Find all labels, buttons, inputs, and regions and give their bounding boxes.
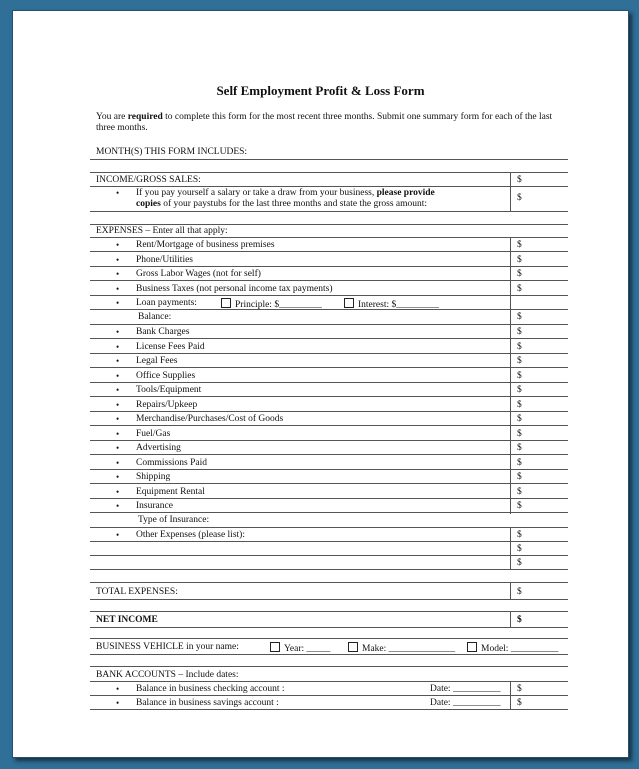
other-dollar-3[interactable]: $ xyxy=(517,558,522,568)
bullet: • xyxy=(116,356,120,366)
expense-label: Commissions Paid xyxy=(136,457,207,468)
salary-dollar[interactable]: $ xyxy=(517,193,522,203)
other-dollar-2[interactable]: $ xyxy=(517,544,522,554)
expense-label: Phone/Utilities xyxy=(136,254,193,265)
bullet: • xyxy=(116,269,120,279)
expense-dollar[interactable]: $ xyxy=(517,269,522,279)
checking-date[interactable]: Date: __________ xyxy=(430,684,501,694)
expense-dollar[interactable]: $ xyxy=(517,472,522,482)
bullet: • xyxy=(116,341,120,352)
expense-dollar[interactable]: $ xyxy=(517,399,522,410)
expense-dollar[interactable]: $ xyxy=(517,443,522,453)
bullet: • xyxy=(116,486,120,497)
net-dollar[interactable]: $ xyxy=(517,615,522,625)
expense-label: Business Taxes (not personal income tax payments) xyxy=(136,283,333,294)
expense-dollar[interactable]: $ xyxy=(517,428,522,439)
expense-label: Legal Fees xyxy=(136,356,178,366)
expense-dollar[interactable]: $ xyxy=(517,254,522,265)
bullet: • xyxy=(116,298,120,308)
bullet: • xyxy=(116,530,120,540)
expense-dollar[interactable]: $ xyxy=(517,240,522,250)
expense-label: Office Supplies xyxy=(136,370,196,381)
bullet: • xyxy=(116,254,120,265)
year-checkbox[interactable] xyxy=(270,642,280,652)
expense-label: License Fees Paid xyxy=(136,341,205,352)
intro-text: You are required to complete this form for the most recent three months. Submit one summary form for each of the last three months. xyxy=(96,112,553,133)
expense-label: Bank Charges xyxy=(136,327,190,337)
bullet: • xyxy=(116,684,120,694)
other-dollar-1[interactable]: $ xyxy=(517,530,522,540)
expense-dollar[interactable]: $ xyxy=(517,385,522,395)
interest-checkbox[interactable] xyxy=(344,298,354,308)
expense-dollar[interactable]: $ xyxy=(517,356,522,366)
bullet: • xyxy=(116,370,120,381)
expense-dollar[interactable]: $ xyxy=(517,370,522,381)
document-page: Self Employment Profit & Loss Form You are required to complete this form for the most recent three months. Submit one summary form for each of the last three months. MONTH(S) THIS FORM INCLUDES: INCOME/GROSS SALES: $ • If you pay yourself a salary or take a draw from your business, please provide copies of your paystubs for the last three months and state the gross amount: $ EXPENSES – Enter all that apply: • Rent/Mortgage of business premises $ • Phone/Utilities $ • Gross Labor Wages (not for self) $ • Business Taxes (not personal income tax payments) $ • Loan payments: Principle: $_________ Interest: $_________ Balance: $ • Bank Charges $ • License Fees Paid $ • Legal Fees $ • Office Supplies $ • Tools/Equipment $ • Repairs/Upkeep $ • Merchandise/Purchases/Cost of Goods $ • Fuel/Gas $ • Advertising $ • Commissions Paid $ • Shipping $ • Equipment Rental $ • Insurance $ Type of Insurance: • Other Expenses (please list): $ $ $ TOTAL EXPENSES: $ NET INCOME $ BUSINESS VEHICLE in your name: Year: _____ Make: ______________ Model: __________ BANK ACCOUNTS – Include dates: • Balance in business checking account : Date: __________ $ • Balance in business savings account : Date: __________ $ xyxy=(12,10,629,758)
months-label: MONTH(S) THIS FORM INCLUDES: xyxy=(96,147,248,157)
expense-label: Repairs/Upkeep xyxy=(136,399,198,410)
income-label: INCOME/GROSS SALES: xyxy=(96,175,201,185)
bullet: • xyxy=(116,698,120,708)
expense-label: Tools/Equipment xyxy=(136,385,202,395)
bullet: • xyxy=(116,188,120,198)
expense-label: Insurance xyxy=(136,501,173,511)
expense-label: Shipping xyxy=(136,472,171,482)
bullet: • xyxy=(116,327,120,337)
savings-date[interactable]: Date: __________ xyxy=(430,698,501,708)
make-checkbox[interactable] xyxy=(348,642,358,652)
expense-label: Equipment Rental xyxy=(136,486,205,497)
bullet: • xyxy=(116,414,120,424)
expense-label: Fuel/Gas xyxy=(136,428,171,439)
checking-dollar[interactable]: $ xyxy=(517,684,522,694)
expense-label: Gross Labor Wages (not for self) xyxy=(136,269,261,279)
expense-dollar[interactable]: $ xyxy=(517,283,522,294)
bullet: • xyxy=(116,443,120,453)
expense-label: Rent/Mortgage of business premises xyxy=(136,240,275,250)
savings-dollar[interactable]: $ xyxy=(517,698,522,708)
bullet: • xyxy=(116,428,120,439)
expense-dollar[interactable]: $ xyxy=(517,457,522,468)
expense-label: Advertising xyxy=(136,443,181,453)
expense-dollar[interactable]: $ xyxy=(517,501,522,511)
form-title: Self Employment Profit & Loss Form xyxy=(216,83,425,98)
bullet: • xyxy=(116,399,120,410)
bullet: • xyxy=(116,283,120,294)
model-checkbox[interactable] xyxy=(467,642,477,652)
balance-dollar[interactable]: $ xyxy=(517,312,522,322)
bullet: • xyxy=(116,472,120,482)
expense-label: Merchandise/Purchases/Cost of Goods xyxy=(136,414,284,424)
bullet: • xyxy=(116,501,120,511)
bullet: • xyxy=(116,457,120,468)
expense-dollar[interactable]: $ xyxy=(517,486,522,497)
principle-checkbox[interactable] xyxy=(221,298,231,308)
expense-dollar[interactable]: $ xyxy=(517,341,522,352)
expense-dollar[interactable]: $ xyxy=(517,414,522,424)
total-dollar[interactable]: $ xyxy=(517,587,522,597)
expense-dollar[interactable]: $ xyxy=(517,327,522,337)
bullet: • xyxy=(116,385,120,395)
income-dollar[interactable]: $ xyxy=(517,175,522,185)
bullet: • xyxy=(116,240,120,250)
